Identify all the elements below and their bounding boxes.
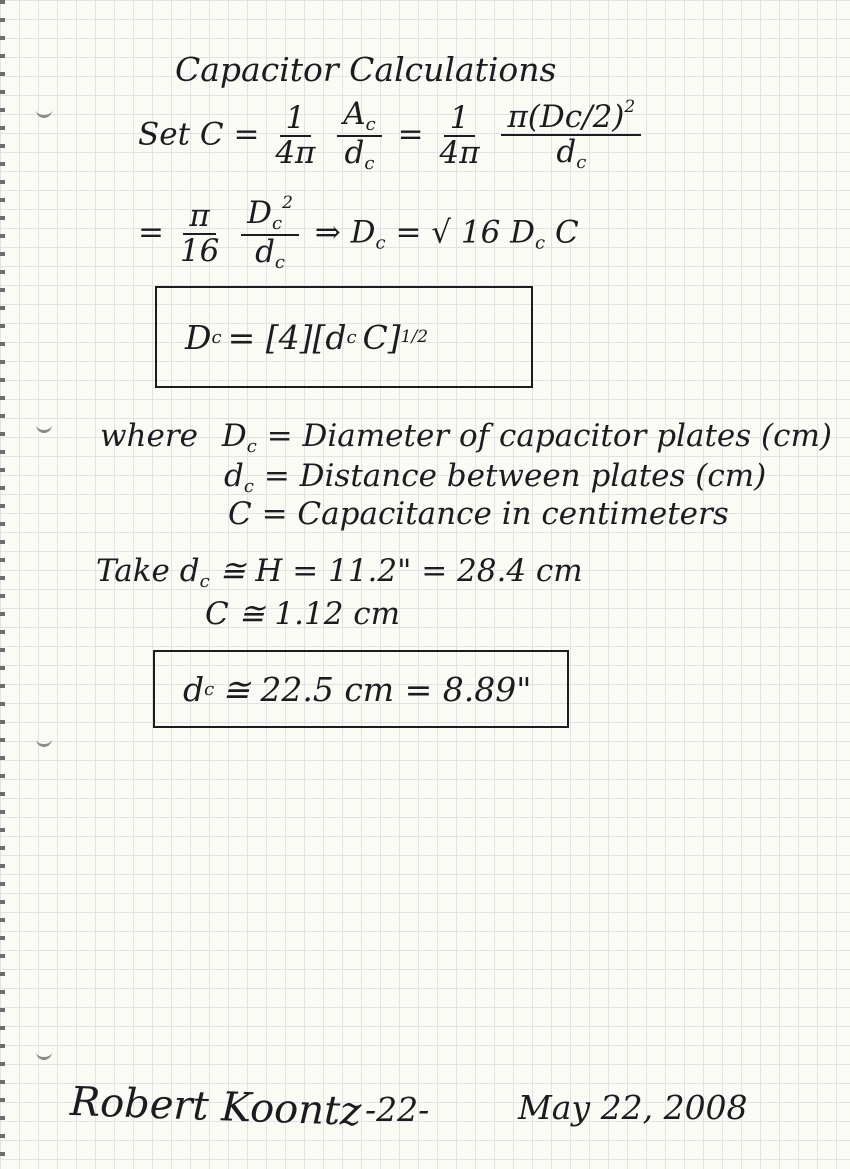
eq2-fraction-1: $\frac{\pi}{16}$ bbox=[179, 198, 220, 269]
definition-row: C = Capacitance in centimeters bbox=[228, 496, 729, 532]
punch-hole bbox=[36, 732, 52, 747]
spiral-edge bbox=[0, 0, 5, 1169]
punch-hole bbox=[36, 103, 52, 118]
eq1-fraction-3: $\frac{1}{4\pi}$ bbox=[439, 100, 480, 171]
take-line-2: C ≅ 1.12 cm bbox=[205, 596, 401, 632]
take-line-1: Take $d_c$ ≅ H = 11.2" = 28.4 cm bbox=[96, 553, 583, 592]
signature: Robert Koontz bbox=[69, 1078, 362, 1136]
eq2-rhs: = √ 16 D bbox=[395, 214, 536, 251]
page-title: Capacitor Calculations bbox=[175, 50, 557, 89]
definition-row: where $D_c$ = Diameter of capacitor plates (cm) bbox=[100, 418, 832, 457]
boxed-formula: D c = [4][d c C] 1/2 bbox=[155, 286, 533, 388]
eq2-lead: = bbox=[138, 214, 164, 251]
eq2-fraction-2: $\frac{D_c^2}{d_c}$ bbox=[241, 195, 299, 273]
definition-row: $d_c$ = Distance between plates (cm) bbox=[224, 458, 767, 497]
eq1-fraction-4: $\frac{\pi(Dc/2)^2}{d_c}$ bbox=[501, 99, 641, 172]
result-box: d c ≅ 22.5 cm = 8.89" bbox=[153, 650, 569, 728]
eq1-fraction-1: $\frac{1}{4\pi}$ bbox=[275, 100, 316, 171]
eq1-lead: Set C = bbox=[138, 116, 260, 153]
page-number: -22- bbox=[365, 1090, 430, 1129]
eq2-arrow: ⇒ D bbox=[314, 214, 376, 251]
punch-hole bbox=[36, 1045, 52, 1060]
punch-hole bbox=[36, 418, 52, 433]
eq1-equals: = bbox=[397, 116, 424, 153]
equation-diameter: = $\frac{\pi}{16}$ $\frac{D_c^2}{d_c}$ ⇒ $D_c$ = √ 16 $D_c$ C bbox=[138, 193, 579, 273]
date: May 22, 2008 bbox=[518, 1088, 748, 1127]
eq1-fraction-2: $\frac{A_c}{d_c}$ bbox=[337, 98, 381, 174]
eq2-rhs-end: C bbox=[554, 214, 579, 251]
equation-set-c bbox=[138, 98, 647, 174]
